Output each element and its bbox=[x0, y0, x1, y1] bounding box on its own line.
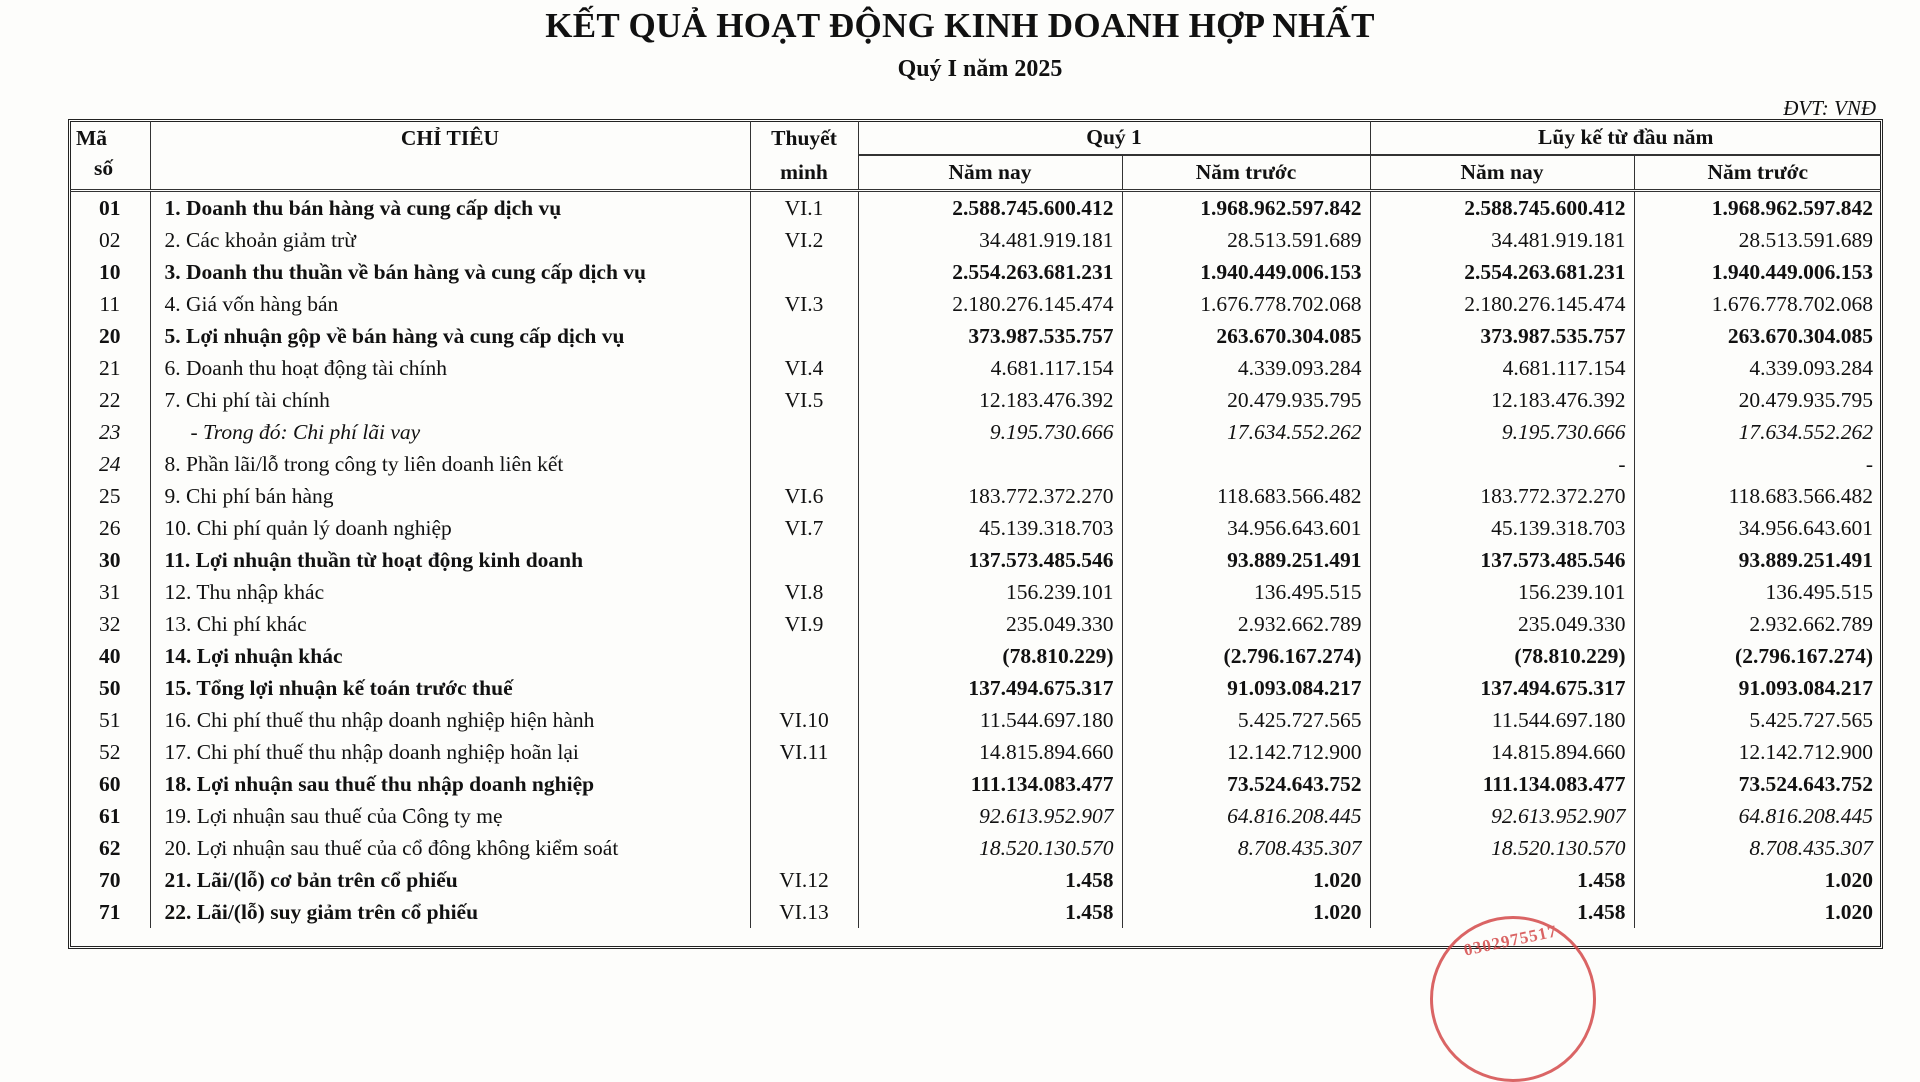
row-ytd-now: 137.573.485.546 bbox=[1370, 544, 1634, 576]
row-code: 32 bbox=[70, 608, 150, 640]
row-code: 20 bbox=[70, 320, 150, 352]
row-quarter-prev: 1.020 bbox=[1122, 896, 1370, 928]
row-ytd-prev: 1.020 bbox=[1824, 868, 1873, 892]
row-ytd-now: 34.481.919.181 bbox=[1370, 224, 1634, 256]
row-note: VI.6 bbox=[750, 480, 858, 512]
row-ytd-now: 183.772.372.270 bbox=[1370, 480, 1634, 512]
row-label: 13. Chi phí khác bbox=[150, 608, 750, 640]
row-note: VI.1 bbox=[750, 191, 858, 225]
row-code: 52 bbox=[70, 736, 150, 768]
row-quarter-prev: 1.020 bbox=[1122, 864, 1370, 896]
row-ytd-prev: 73.524.643.752 bbox=[1738, 772, 1873, 796]
row-label: 22. Lãi/(lỗ) suy giảm trên cổ phiếu bbox=[150, 896, 750, 928]
report-title: KẾT QUẢ HOẠT ĐỘNG KINH DOANH HỢP NHẤT bbox=[545, 6, 1375, 45]
row-label: 7. Chi phí tài chính bbox=[150, 384, 750, 416]
row-code: 50 bbox=[70, 672, 150, 704]
row-note bbox=[750, 256, 858, 288]
row-quarter-now: 2.588.745.600.412 bbox=[858, 191, 1122, 225]
row-code: 30 bbox=[70, 544, 150, 576]
row-label: 20. Lợi nhuận sau thuế của cổ đông không kiểm soát bbox=[150, 832, 750, 864]
row-label: 9. Chi phí bán hàng bbox=[150, 480, 750, 512]
row-ytd-prev: (2.796.167.274) bbox=[1735, 644, 1873, 668]
row-note bbox=[750, 320, 858, 352]
row-ytd-prev: 34.956.643.601 bbox=[1738, 516, 1873, 540]
row-note bbox=[750, 800, 858, 832]
row-code: 31 bbox=[70, 576, 150, 608]
row-ytd-now: 18.520.130.570 bbox=[1370, 832, 1634, 864]
row-note bbox=[750, 448, 858, 480]
row-quarter-now: 2.554.263.681.231 bbox=[858, 256, 1122, 288]
row-note: VI.8 bbox=[750, 576, 858, 608]
row-code: 23 bbox=[70, 416, 150, 448]
row-code: 22 bbox=[70, 384, 150, 416]
row-note bbox=[750, 672, 858, 704]
row-ytd-prev: 136.495.515 bbox=[1765, 580, 1873, 604]
table-row bbox=[70, 608, 1881, 640]
row-label: 14. Lợi nhuận khác bbox=[150, 640, 750, 672]
table-row bbox=[70, 384, 1881, 416]
table-row bbox=[70, 416, 1881, 448]
row-ytd-prev: 20.479.935.795 bbox=[1738, 388, 1873, 412]
row-quarter-prev: 91.093.084.217 bbox=[1122, 672, 1370, 704]
row-quarter-now: 4.681.117.154 bbox=[858, 352, 1122, 384]
row-quarter-now: 18.520.130.570 bbox=[858, 832, 1122, 864]
row-label: 12. Thu nhập khác bbox=[150, 576, 750, 608]
row-quarter-prev: 20.479.935.795 bbox=[1122, 384, 1370, 416]
header-quarter-last-year: Năm trước bbox=[1122, 155, 1370, 191]
header-ytd-this-year: Năm nay bbox=[1370, 155, 1634, 191]
row-quarter-prev: 8.708.435.307 bbox=[1122, 832, 1370, 864]
table-row bbox=[70, 768, 1881, 800]
row-ytd-prev: 118.683.566.482 bbox=[1728, 484, 1873, 508]
row-ytd-prev: 91.093.084.217 bbox=[1738, 676, 1873, 700]
row-code: 71 bbox=[70, 896, 150, 928]
row-ytd-prev: 263.670.304.085 bbox=[1727, 324, 1873, 348]
report-period: Quý I năm 2025 bbox=[897, 56, 1063, 82]
row-ytd-now: 1.458 bbox=[1370, 896, 1634, 928]
header-item: CHỈ TIÊU bbox=[150, 121, 750, 191]
table-row bbox=[70, 672, 1881, 704]
header-code-line2: số bbox=[94, 156, 114, 180]
row-ytd-prev: 17.634.552.262 bbox=[1738, 420, 1873, 444]
row-ytd-now: 2.180.276.145.474 bbox=[1370, 288, 1634, 320]
row-quarter-prev bbox=[1122, 448, 1370, 480]
row-quarter-prev: 118.683.566.482 bbox=[1122, 480, 1370, 512]
row-label: 21. Lãi/(lỗ) cơ bản trên cổ phiếu bbox=[150, 864, 750, 896]
row-code: 10 bbox=[70, 256, 150, 288]
table-row bbox=[70, 640, 1881, 672]
row-label: 2. Các khoản giảm trừ bbox=[150, 224, 750, 256]
row-ytd-prev: 8.708.435.307 bbox=[1749, 836, 1873, 860]
row-code: 21 bbox=[70, 352, 150, 384]
row-note: VI.3 bbox=[750, 288, 858, 320]
row-note bbox=[750, 768, 858, 800]
row-quarter-prev: 17.634.552.262 bbox=[1122, 416, 1370, 448]
table-row bbox=[70, 191, 1881, 225]
row-quarter-prev: 73.524.643.752 bbox=[1122, 768, 1370, 800]
row-quarter-now: 34.481.919.181 bbox=[858, 224, 1122, 256]
row-code: 62 bbox=[70, 832, 150, 864]
row-note bbox=[750, 544, 858, 576]
row-code: 40 bbox=[70, 640, 150, 672]
row-note: VI.12 bbox=[750, 864, 858, 896]
row-ytd-prev: 2.932.662.789 bbox=[1749, 612, 1873, 636]
row-quarter-prev: 136.495.515 bbox=[1122, 576, 1370, 608]
row-ytd-prev: 1.676.778.702.068 bbox=[1711, 292, 1873, 316]
row-note: VI.9 bbox=[750, 608, 858, 640]
table-row bbox=[70, 704, 1881, 736]
row-quarter-now: 11.544.697.180 bbox=[858, 704, 1122, 736]
row-quarter-prev: 2.932.662.789 bbox=[1122, 608, 1370, 640]
row-ytd-now: - bbox=[1370, 448, 1634, 480]
row-ytd-prev: 64.816.208.445 bbox=[1738, 804, 1873, 828]
row-label: - Trong đó: Chi phí lãi vay bbox=[150, 416, 750, 448]
row-quarter-prev: 4.339.093.284 bbox=[1122, 352, 1370, 384]
table-row bbox=[70, 864, 1881, 896]
table-row bbox=[70, 224, 1881, 256]
row-quarter-prev: 5.425.727.565 bbox=[1122, 704, 1370, 736]
row-label: 4. Giá vốn hàng bán bbox=[150, 288, 750, 320]
row-ytd-now: 11.544.697.180 bbox=[1370, 704, 1634, 736]
row-code: 11 bbox=[70, 288, 150, 320]
row-ytd-now: 12.183.476.392 bbox=[1370, 384, 1634, 416]
row-ytd-now: 137.494.675.317 bbox=[1370, 672, 1634, 704]
row-code: 51 bbox=[70, 704, 150, 736]
row-label: 19. Lợi nhuận sau thuế của Công ty mẹ bbox=[150, 800, 750, 832]
header-note-line1: Thuyết bbox=[771, 126, 837, 150]
row-ytd-prev: 1.020 bbox=[1824, 900, 1873, 924]
row-note: VI.10 bbox=[750, 704, 858, 736]
row-quarter-now: 373.987.535.757 bbox=[858, 320, 1122, 352]
table-row bbox=[70, 352, 1881, 384]
row-quarter-now: 14.815.894.660 bbox=[858, 736, 1122, 768]
row-quarter-prev: 1.968.962.597.842 bbox=[1122, 191, 1370, 225]
row-ytd-now: 156.239.101 bbox=[1370, 576, 1634, 608]
row-note: VI.4 bbox=[750, 352, 858, 384]
company-seal-text: 0302975517 bbox=[1461, 921, 1559, 960]
company-seal bbox=[1430, 916, 1596, 1082]
row-note: VI.5 bbox=[750, 384, 858, 416]
row-quarter-prev: 28.513.591.689 bbox=[1122, 224, 1370, 256]
row-quarter-now: 183.772.372.270 bbox=[858, 480, 1122, 512]
row-label: 10. Chi phí quản lý doanh nghiệp bbox=[150, 512, 750, 544]
income-statement-table bbox=[70, 121, 1881, 928]
row-label: 3. Doanh thu thuần về bán hàng và cung cấp dịch vụ bbox=[150, 256, 750, 288]
row-quarter-prev: 12.142.712.900 bbox=[1122, 736, 1370, 768]
row-label: 15. Tổng lợi nhuận kế toán trước thuế bbox=[150, 672, 750, 704]
table-row bbox=[70, 896, 1881, 928]
row-quarter-now: 137.573.485.546 bbox=[858, 544, 1122, 576]
row-label: 1. Doanh thu bán hàng và cung cấp dịch vụ bbox=[150, 191, 750, 225]
table-row bbox=[70, 480, 1881, 512]
row-ytd-now: 4.681.117.154 bbox=[1370, 352, 1634, 384]
row-note: VI.13 bbox=[750, 896, 858, 928]
row-quarter-prev: (2.796.167.274) bbox=[1122, 640, 1370, 672]
table-row bbox=[70, 512, 1881, 544]
table-row bbox=[70, 288, 1881, 320]
row-ytd-prev: 12.142.712.900 bbox=[1738, 740, 1873, 764]
row-ytd-prev: - bbox=[1865, 452, 1873, 476]
row-quarter-prev: 1.940.449.006.153 bbox=[1122, 256, 1370, 288]
table-row bbox=[70, 448, 1881, 480]
row-ytd-now: (78.810.229) bbox=[1370, 640, 1634, 672]
row-code: 02 bbox=[70, 224, 150, 256]
row-ytd-prev: 4.339.093.284 bbox=[1749, 356, 1873, 380]
row-ytd-prev: 28.513.591.689 bbox=[1738, 228, 1873, 252]
row-quarter-now: 1.458 bbox=[858, 896, 1122, 928]
header-note bbox=[750, 121, 858, 191]
row-code: 70 bbox=[70, 864, 150, 896]
row-code: 61 bbox=[70, 800, 150, 832]
row-quarter-prev: 263.670.304.085 bbox=[1122, 320, 1370, 352]
row-note: VI.7 bbox=[750, 512, 858, 544]
row-note bbox=[750, 640, 858, 672]
row-ytd-now: 9.195.730.666 bbox=[1370, 416, 1634, 448]
row-quarter-prev: 1.676.778.702.068 bbox=[1122, 288, 1370, 320]
row-quarter-now: (78.810.229) bbox=[858, 640, 1122, 672]
row-label: 6. Doanh thu hoạt động tài chính bbox=[150, 352, 750, 384]
table-row bbox=[70, 544, 1881, 576]
row-code: 26 bbox=[70, 512, 150, 544]
header-quarter: Quý 1 bbox=[858, 121, 1370, 155]
row-label: 16. Chi phí thuế thu nhập doanh nghiệp hiện hành bbox=[150, 704, 750, 736]
header-quarter-this-year: Năm nay bbox=[858, 155, 1122, 191]
row-label: 18. Lợi nhuận sau thuế thu nhập doanh nghiệp bbox=[150, 768, 750, 800]
table-row bbox=[70, 832, 1881, 864]
row-quarter-now: 12.183.476.392 bbox=[858, 384, 1122, 416]
table-row bbox=[70, 576, 1881, 608]
row-ytd-now: 45.139.318.703 bbox=[1370, 512, 1634, 544]
header-ytd: Lũy kế từ đầu năm bbox=[1370, 121, 1881, 155]
row-note bbox=[750, 832, 858, 864]
currency-unit: ĐVT: VNĐ bbox=[1783, 96, 1876, 120]
row-ytd-now: 2.588.745.600.412 bbox=[1370, 191, 1634, 225]
row-ytd-now: 111.134.083.477 bbox=[1370, 768, 1634, 800]
row-label: 8. Phần lãi/lỗ trong công ty liên doanh liên kết bbox=[150, 448, 750, 480]
row-quarter-now: 9.195.730.666 bbox=[858, 416, 1122, 448]
row-ytd-prev: 1.940.449.006.153 bbox=[1711, 260, 1873, 284]
row-ytd-prev: 93.889.251.491 bbox=[1738, 548, 1873, 572]
table-row bbox=[70, 320, 1881, 352]
row-ytd-now: 2.554.263.681.231 bbox=[1370, 256, 1634, 288]
row-quarter-now: 2.180.276.145.474 bbox=[858, 288, 1122, 320]
row-code: 01 bbox=[70, 191, 150, 225]
row-ytd-prev: 1.968.962.597.842 bbox=[1711, 196, 1873, 220]
row-quarter-now: 137.494.675.317 bbox=[858, 672, 1122, 704]
row-quarter-prev: 93.889.251.491 bbox=[1122, 544, 1370, 576]
row-quarter-now: 92.613.952.907 bbox=[858, 800, 1122, 832]
row-ytd-now: 373.987.535.757 bbox=[1370, 320, 1634, 352]
row-ytd-now: 14.815.894.660 bbox=[1370, 736, 1634, 768]
table-row bbox=[70, 800, 1881, 832]
row-label: 17. Chi phí thuế thu nhập doanh nghiệp hoãn lại bbox=[150, 736, 750, 768]
row-quarter-now: 1.458 bbox=[858, 864, 1122, 896]
row-label: 11. Lợi nhuận thuần từ hoạt động kinh doanh bbox=[150, 544, 750, 576]
row-ytd-prev: 5.425.727.565 bbox=[1749, 708, 1873, 732]
table-row bbox=[70, 256, 1881, 288]
row-quarter-now: 45.139.318.703 bbox=[858, 512, 1122, 544]
header-code bbox=[70, 121, 150, 191]
row-quarter-prev: 34.956.643.601 bbox=[1122, 512, 1370, 544]
table-row bbox=[70, 736, 1881, 768]
row-quarter-now: 156.239.101 bbox=[858, 576, 1122, 608]
row-quarter-prev: 64.816.208.445 bbox=[1122, 800, 1370, 832]
row-ytd-now: 235.049.330 bbox=[1370, 608, 1634, 640]
row-code: 60 bbox=[70, 768, 150, 800]
row-note: VI.2 bbox=[750, 224, 858, 256]
row-quarter-now: 235.049.330 bbox=[858, 608, 1122, 640]
row-code: 24 bbox=[70, 448, 150, 480]
header-code-line1: Mã bbox=[76, 126, 108, 150]
row-code: 25 bbox=[70, 480, 150, 512]
row-quarter-now: 111.134.083.477 bbox=[858, 768, 1122, 800]
header-note-line2: minh bbox=[780, 160, 828, 184]
row-ytd-now: 1.458 bbox=[1370, 864, 1634, 896]
row-quarter-now bbox=[858, 448, 1122, 480]
row-note: VI.11 bbox=[750, 736, 858, 768]
row-note bbox=[750, 416, 858, 448]
row-ytd-now: 92.613.952.907 bbox=[1370, 800, 1634, 832]
header-ytd-last-year: Năm trước bbox=[1634, 155, 1881, 191]
row-label: 5. Lợi nhuận gộp về bán hàng và cung cấp dịch vụ bbox=[150, 320, 750, 352]
